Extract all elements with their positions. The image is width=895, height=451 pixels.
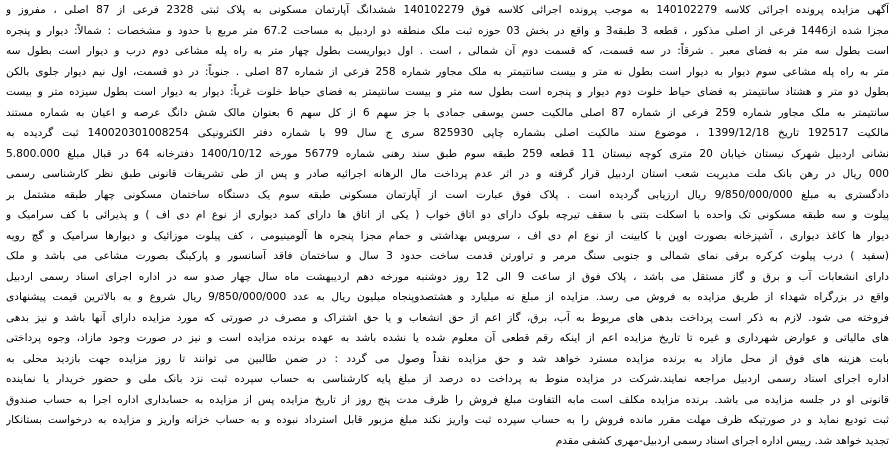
notice-line-8: نشانی اردبیل شهرک نیستان خیابان 20 متری کوچه نیستان 11 قطعه 259 طبقه سوم طبق سند رهنی شماره 56779 مورخه 1400/10/12 دفترخانه 64 در قبال مبلغ 5.800.000 [6,147,889,160]
notice-line-17: های مالیاتی و عوارض شهرداری و غیره تا تاریخ مزایده اعم از اینکه رقم قطعی آن معلوم شده یا نشده باشد به عهده برنده مزایده است و نیز در صورت وجود مازاد، وجوه پرداختی [6,332,889,344]
notice-line-6: سانتیمتر به ملک مجاور شماره 259 فرعی از شماره 87 اصلی مالکیت حسن یوسفی جمادی با جز سهم 6 از کل سهم 6 بعنوان مالک شش دانگ عرصه و اعیان به شماره مستند [6,106,889,119]
notice-line-12: دیوار ها کاغذ دیواری ، آشپزخانه بصورت اوپن با کابینت از نوع ام دی اف ، سرویس بهداشتی و حمام مجزا پنجره ها آلومینیومی ، کف پیلوت موزائیک و دیوارها سرامیک و گچ رویه [6,229,889,242]
notice-line-7: مالکیت 192517 تاریخ 1399/12/18 ، موضوع سند مالکیت اصلی بشماره چاپی 825930 سری ج سال 99 با شماره دفتر الکترونیکی 140020301008254 ثبت گردیده به [6,127,889,139]
notice-line-22: تجدید خواهد شد. رییس اداره اجرای اسناد رسمی اردبیل-مهری کشفی مقدم [555,434,889,447]
notice-line-16: فروخته می شود. لازم به ذکر است پرداخت بدهی های مربوط به آب، برق، گاز اعم از حق انشعاب و یا حق اشتراک و مصرف در صورتی که مورد مزایده دارای آنها باشد و نیز بدهی [6,311,889,324]
notice-line-10: دادگستری به مبلغ 9/850/000/000 ریال ارزیابی گردیده است . پلاک فوق عبارت است از آپارتمان مسکونی طبقه سوم یک دستگاه ساختمان مسکونی چهار طبقه مشتمل بر [6,188,889,201]
notice-line-21: ثبت تودیع نماید و در صورتیکه ظرف مهلت مقرر مانده فروش را به حساب سپرده ثبت واریز نکند مبلغ مزبور قابل استرداد نبوده و به حساب خزانه واریز و مزایده به درخواست بستانکار [6,414,889,426]
notice-line-4: متر به راه پله مشاعی سوم دیوار به دیوار است بطول نه متر و بیست سانتیمتر به ملک مجاور شماره 258 فرعی از شماره 87 اصلی . جنوباً: در دو قسمت، اول نیم دیوار جلوی بالکن [6,65,889,78]
notice-line-18: بابت هزینه های فوق از محل مازاد به برنده مزایده مسترد خواهد شد و حق مزایده نقداً وصول می گردد : در ضمن طالبین می توانند تا روز مزایده جهت بازدید محلی به [6,352,889,365]
notice-line-9: 000 ریال در رهن بانک ملت مدیریت شعب استان اردبیل قرار گرفته و در اثر عدم پرداخت مال الرهانه اجرائیه صادر و پس از طی تشریفات قانونی طبق نظر کارشناسی رسمی [6,168,889,180]
notice-line-1: آگهی مزایده پرونده اجرائی کلاسه 140102279 به موجب پرونده اجرائی کلاسه فوق 140102279 ششدانگ آپارتمان مسکونی به پلاک ثبتی 2328 فرعی از 87 اصلی ، مفروز و [6,4,889,16]
notice-line-3: است بطول سه متر به فضای معبر . شرقاً: در سه قسمت، که قسمت دوم آن شمالی ، است . اول دیواریست بطول چهار متر به راه پله مشاعی دوم درب و دیوار است بطول سه [6,45,889,57]
notice-line-2: مجزا شده از1446 فرعی از اصلی مذکور ، قطعه 3 طبقه3 و واقع در بخش 03 حوزه ثبت ملک منطقه دو اردبیل به مساحت 67.2 متر مربع با حدود و مشخصات : شمالاً: دیوار و پنجره [6,24,889,37]
notice-line-15: واقع در بزرگراه شهداء از طریق مزایده به فروش می رسد. مزایده از مبلغ نه میلیارد و هشتصدوپنجاه میلیون ریال به عدد 9/850/000/000 ریال شروع و به بالاترین قیمت پیشنهادی [6,291,889,303]
notice-line-11: پیلوت و سه طبقه مسکونی تک واحده با اسکلت بتنی با سقف تیرچه بلوک دارای دو اتاق خواب ( یکی از اتاق ها دارای کمد دیواری از نوع ام دی اف ) و پذیرائی با کف سرامیک و [6,209,889,221]
notice-line-14: دارای انشعابات آب و برق و گاز مستقل می باشد ، پلاک فوق از ساعت 9 الی 12 روز دوشنبه مورخه دهم اردیبهشت ماه سال چهار صدو سه در اداره اجرای اسناد رسمی اردبیل [6,270,889,283]
notice-line-20: قانونی او در جلسه مزایده می باشد. برنده مزایده مکلف است مابه التفاوت مبلغ فروش را ظرف مدت پنج روز از تاریخ مزایده پس از مزایده به حسابداری اداره اجرا به حساب صندوق [6,393,889,406]
notice-line-19: اداره اجرای اسناد رسمی اردبیل مراجعه نمایند.شرکت در مزایده منوط به پرداخت ده درصد از مبلغ پایه کارشناسی به حساب سپرده ثبت نزد بانک ملی و حضور خریدار یا نماینده [6,373,889,385]
notice-line-13: (سفید ) درب پیلوت کرکره برقی نمای شمالی و جنوبی سنگ مرمر و تراورتن قدمت ساخت حدود 3 سال و ساختمان فاقد آسانسور و پارکینگ بصورت مشاعی می باشد و ملک [6,250,889,262]
notice-line-5: بطول دو متر و هشتاد سانتیمتر به فضای حیاط خلوت دوم دیوار و پنجره است بطول سه متر و بیست سانتیمتر به فضای حیاط خلوت غرباً: دیوار به دیوار است بطول سیزده متر و بیست [6,86,889,98]
